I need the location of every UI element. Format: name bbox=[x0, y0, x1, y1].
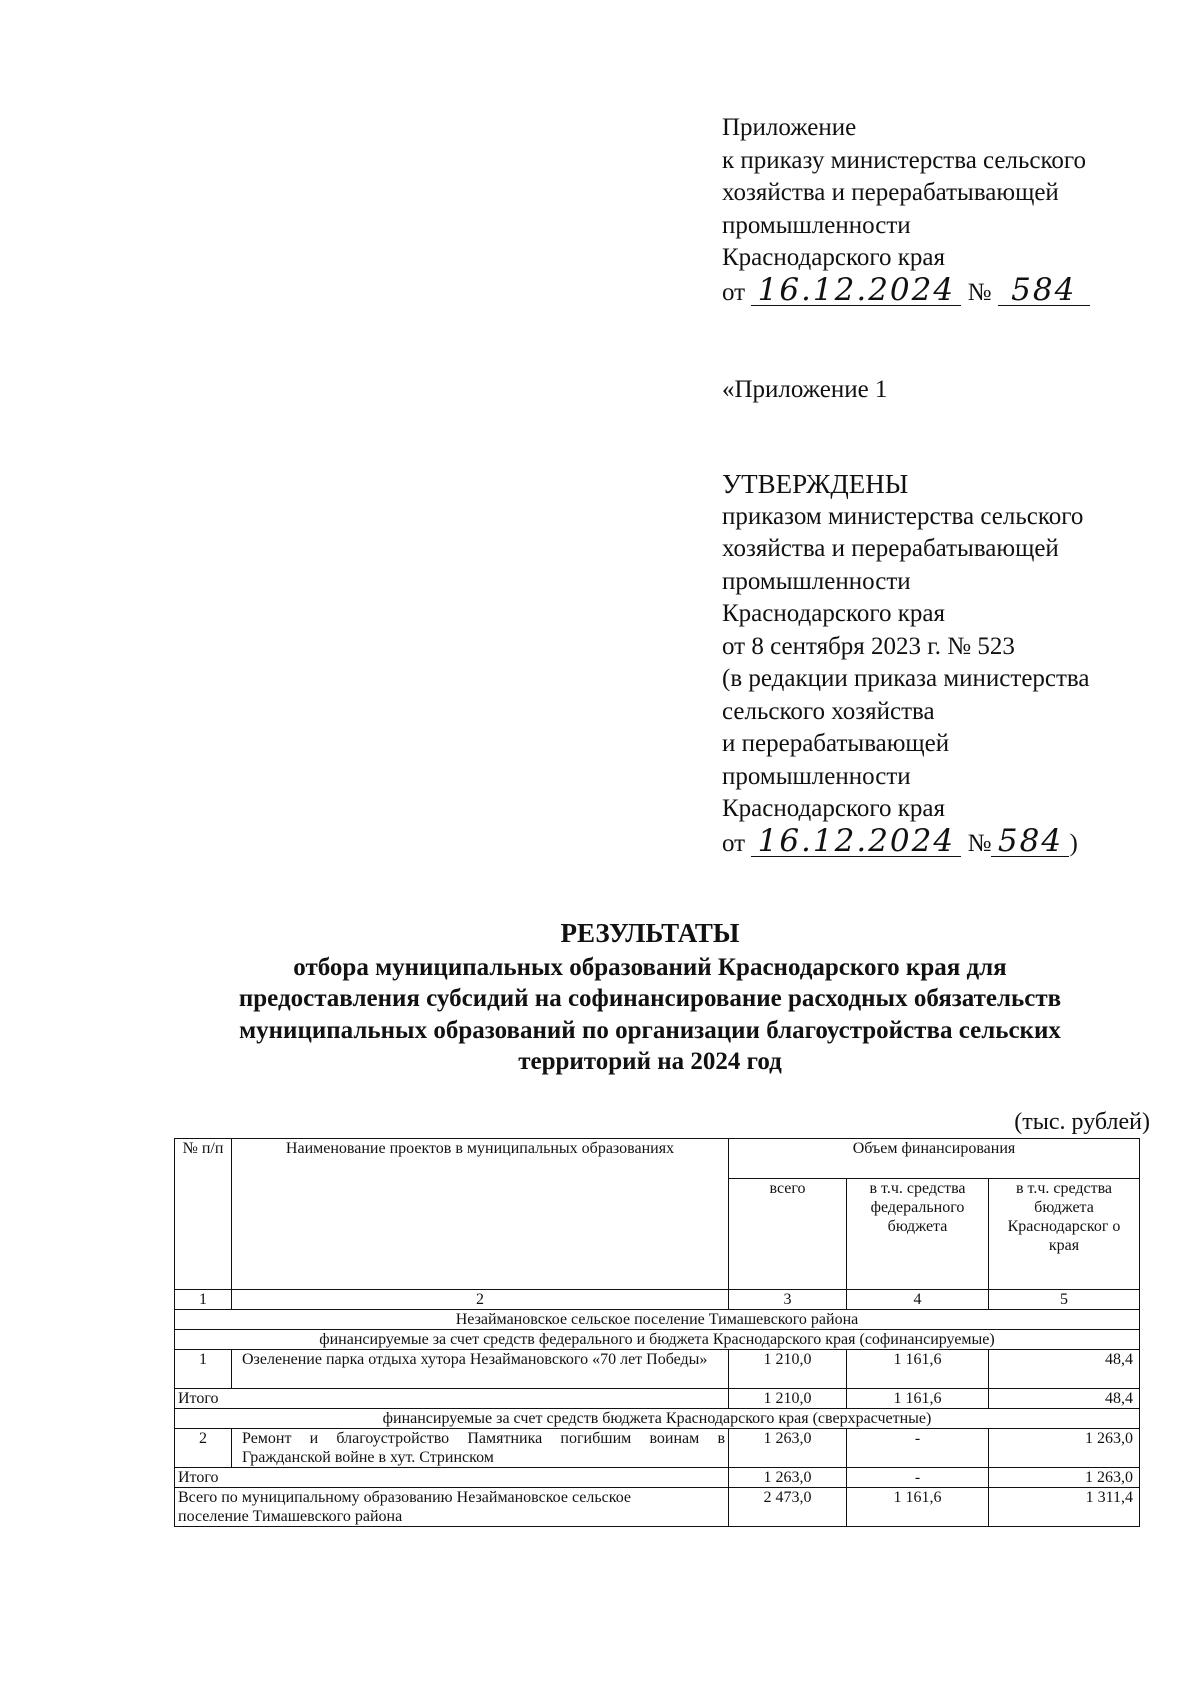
col-num: 2 bbox=[232, 1290, 729, 1310]
section-row bbox=[175, 1330, 1140, 1350]
subtotal-label: Итого bbox=[175, 1389, 729, 1409]
closing-paren: ) bbox=[1069, 829, 1078, 857]
document-title bbox=[170, 918, 1130, 1078]
approved-line: хозяйства и перерабатывающей bbox=[722, 535, 1059, 562]
number-prefix: № bbox=[967, 278, 992, 306]
approved-line: Краснодарского края bbox=[722, 795, 945, 822]
row-num: 2 bbox=[175, 1429, 232, 1468]
number-prefix: № bbox=[967, 829, 992, 857]
federal-value: 1 161,6 bbox=[847, 1488, 989, 1527]
regional-value: 48,4 bbox=[989, 1389, 1140, 1409]
handwritten-date: 16.12.2024 bbox=[751, 826, 961, 857]
regional-value: 1 263,0 bbox=[989, 1429, 1140, 1468]
subtotal-row bbox=[175, 1389, 1140, 1409]
federal-value: 1 161,6 bbox=[847, 1389, 989, 1409]
approved-block bbox=[722, 468, 1090, 860]
total-value: 1 210,0 bbox=[729, 1350, 847, 1389]
federal-value: - bbox=[847, 1429, 989, 1468]
section-title: финансируемые за счет средств федерального и бюджета Краснодарского края (софинансируемые) bbox=[175, 1330, 1140, 1350]
regional-value: 1 263,0 bbox=[989, 1468, 1140, 1488]
units-label: (тыс. рублей) bbox=[1014, 1109, 1150, 1135]
handwritten-date: 16.12.2024 bbox=[751, 275, 961, 306]
project-name: Озеленение парка отдыха хутора Незаймановского «70 лет Победы» bbox=[232, 1350, 729, 1389]
total-value: 1 210,0 bbox=[729, 1389, 847, 1409]
title-line: муниципальных образований по организации благоустройства сельских bbox=[239, 1016, 1061, 1044]
approved-line: и перерабатывающей bbox=[722, 730, 950, 757]
column-number-row bbox=[175, 1290, 1140, 1310]
table-row bbox=[175, 1350, 1140, 1389]
approved-line: промышленности bbox=[722, 567, 911, 595]
title-heading: РЕЗУЛЬТАТЫ bbox=[560, 918, 740, 948]
federal-value: 1 161,6 bbox=[847, 1350, 989, 1389]
title-line: территорий на 2024 год bbox=[518, 1048, 782, 1075]
row-num: 1 bbox=[175, 1350, 232, 1389]
appendix-line: Приложение bbox=[722, 114, 857, 141]
header-num: № п/п bbox=[175, 1139, 232, 1290]
col-num: 1 bbox=[175, 1290, 232, 1310]
header-name: Наименование проектов в муниципальных образованиях bbox=[232, 1139, 729, 1290]
title-line: отбора муниципальных образований Краснодарского края для bbox=[293, 953, 1007, 981]
header-total: всего bbox=[729, 1179, 847, 1290]
date-prefix: от bbox=[722, 829, 746, 857]
municipality-row bbox=[175, 1310, 1140, 1330]
municipality-name: Незаймановское сельское поселение Тимашевского района bbox=[175, 1310, 1140, 1330]
appendix-line: хозяйства и перерабатывающей bbox=[722, 179, 1059, 206]
grand-total-label: Всего по муниципальному образованию Незаймановское сельское поселение Тимашевского района bbox=[175, 1488, 729, 1527]
appendix-line: к приказу министерства сельского bbox=[722, 146, 1087, 174]
subtotal-row bbox=[175, 1468, 1140, 1488]
total-value: 2 473,0 bbox=[729, 1488, 847, 1527]
approved-date-line bbox=[722, 822, 1090, 861]
approved-line: приказом министерства сельского bbox=[722, 502, 1084, 530]
appendix-block bbox=[722, 112, 1090, 309]
subtotal-label: Итого bbox=[175, 1468, 729, 1488]
approved-line: промышленности bbox=[722, 762, 911, 790]
grand-total-row bbox=[175, 1488, 1140, 1527]
table-row bbox=[175, 1429, 1140, 1468]
handwritten-number: 584 bbox=[998, 275, 1090, 306]
federal-value: - bbox=[847, 1468, 989, 1488]
total-value: 1 263,0 bbox=[729, 1429, 847, 1468]
col-num: 4 bbox=[847, 1290, 989, 1310]
regional-value: 1 311,4 bbox=[989, 1488, 1140, 1527]
appendix-line: Краснодарского края bbox=[722, 244, 945, 271]
appendix1-label: «Приложение 1 bbox=[722, 376, 888, 403]
total-value: 1 263,0 bbox=[729, 1468, 847, 1488]
date-prefix: от bbox=[722, 278, 746, 306]
approved-line: (в редакции приказа министерства bbox=[722, 665, 1090, 692]
approved-line: Краснодарского края bbox=[722, 600, 945, 627]
appendix-date-line bbox=[722, 271, 1090, 310]
approved-heading: УТВЕРЖДЕНЫ bbox=[722, 469, 909, 499]
col-num: 5 bbox=[989, 1290, 1140, 1310]
regional-value: 48,4 bbox=[989, 1350, 1140, 1389]
table-header-row bbox=[175, 1139, 1140, 1179]
header-regional: в т.ч. средства бюджета Краснодарског о края bbox=[989, 1179, 1140, 1290]
col-num: 3 bbox=[729, 1290, 847, 1310]
title-line: предоставления субсидий на софинансирование расходных обязательств bbox=[238, 985, 1062, 1012]
section-row bbox=[175, 1409, 1140, 1429]
results-table bbox=[174, 1138, 1140, 1527]
header-volume: Объем финансирования bbox=[729, 1139, 1140, 1179]
approved-line: от 8 сентября 2023 г. № 523 bbox=[722, 632, 1015, 660]
header-federal: в т.ч. средства федерального бюджета bbox=[847, 1179, 989, 1290]
appendix-line: промышленности bbox=[722, 211, 911, 239]
section-title: финансируемые за счет средств бюджета Краснодарского края (сверхрасчетные) bbox=[175, 1409, 1140, 1429]
handwritten-number: 584 bbox=[991, 826, 1069, 857]
approved-line: сельского хозяйства bbox=[722, 697, 935, 725]
project-name: Ремонт и благоустройство Памятника погибшим воинам в Гражданской войне в хут. Стринском bbox=[232, 1429, 729, 1468]
